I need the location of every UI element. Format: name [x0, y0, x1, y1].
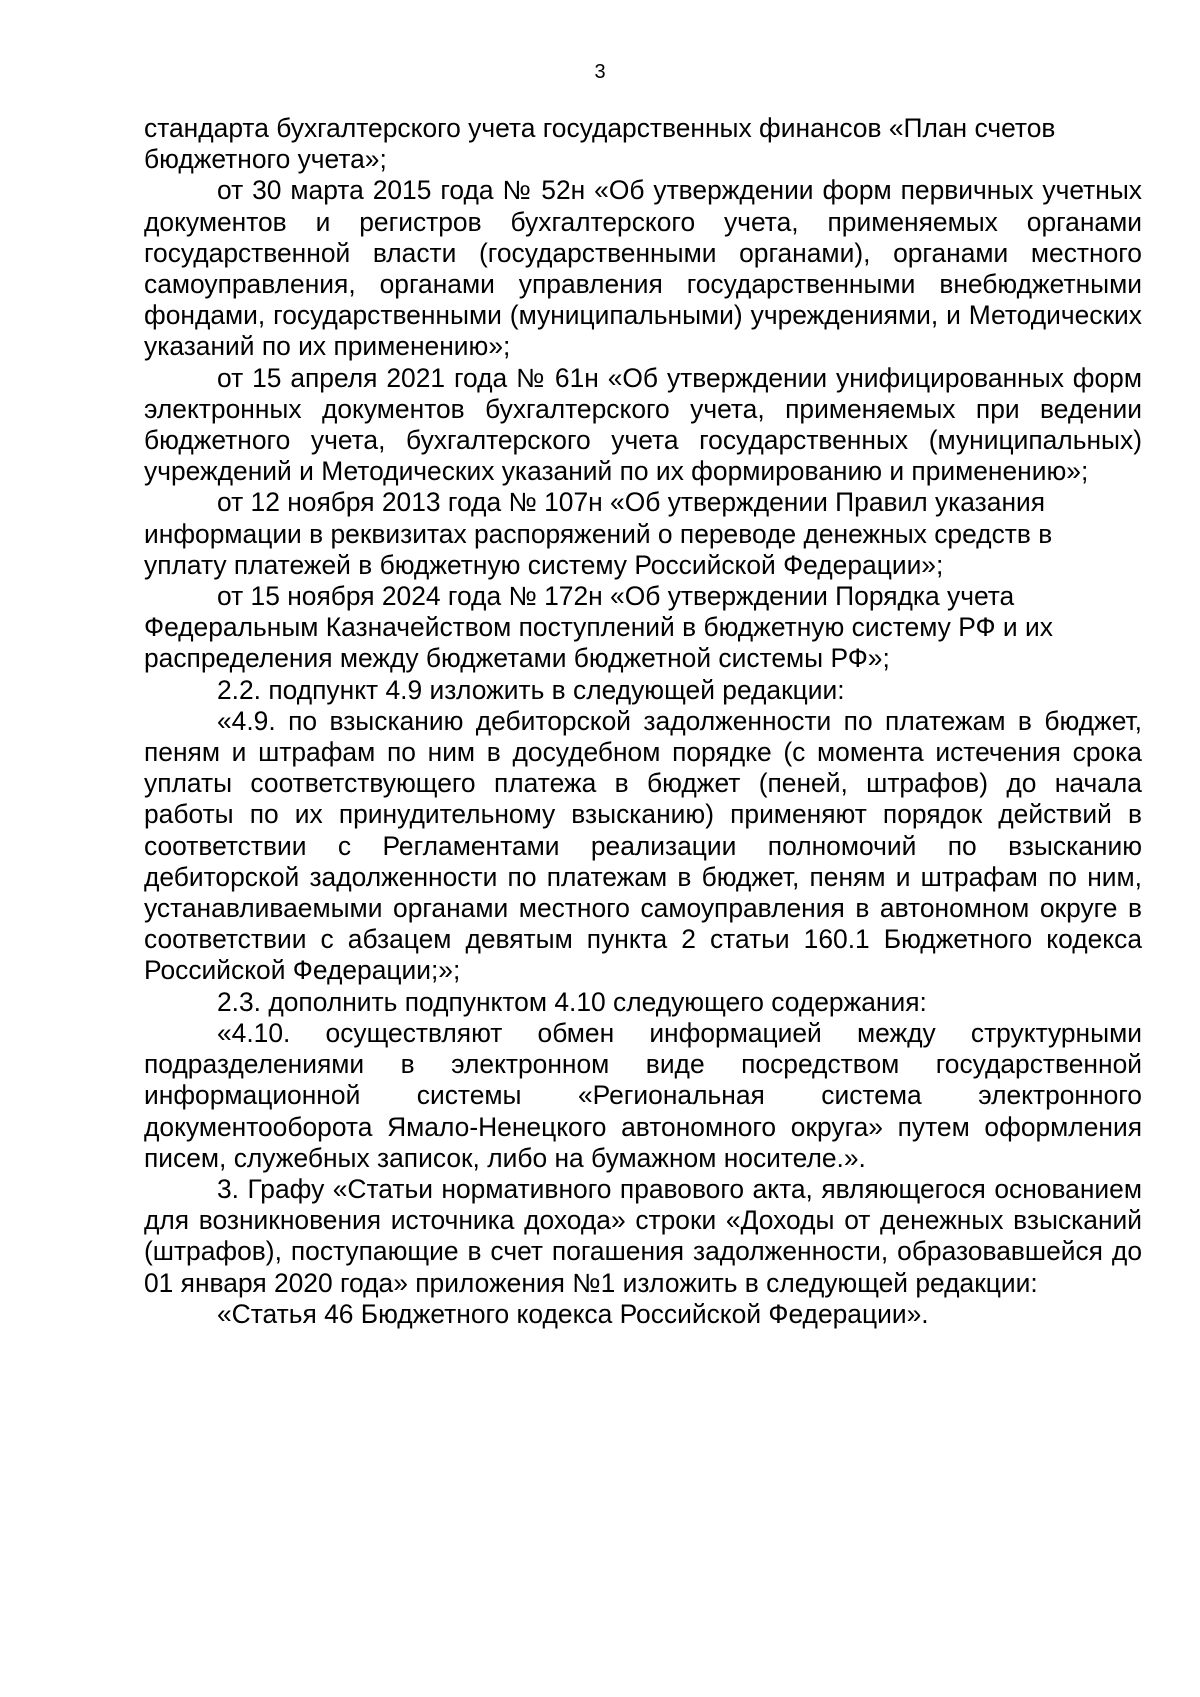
paragraph-item-2-2: 2.2. подпункт 4.9 изложить в следующей редакции: [217, 674, 845, 705]
paragraph-order-52n: от 30 марта 2015 года № 52н «Об утверждении форм первичных учетных документов и регистров бухгалтерского учета, применяемых органами государственной власти (государственными органами), органами местного самоуправления, органами управления государственными внебюджетными фондами, государственными (муниципальными) учреждениями, и Методических указаний по их применению»; [144, 175, 1142, 362]
paragraph-subitem-4-9: «4.9. по взысканию дебиторской задолженности по платежам в бюджет, пеням и штрафам по ним в досудебном порядке (с момента истечения срока уплаты соответствующего платежа в бюджет (пеней, штрафов) до начала работы по их принудительному взысканию) применяют порядок действий в соответствии с Регламентами реализации полномочий по взысканию дебиторской задолженности по платежам в бюджет, пеням и штрафам по ним, устанавливаемыми органами местного самоуправления в автономном округе в соответствии с абзацем девятым пункта 2 статьи 160.1 Бюджетного кодекса Российской Федерации;»; [144, 705, 1142, 986]
paragraph-item-3: 3. Графу «Статьи нормативного правового акта, являющегося основанием для возникновения источника дохода» строки «Доходы от денежных взысканий (штрафов), поступающие в счет погашения задолженности, образовавшейся до 01 января 2020 года» приложения №1 изложить в следующей редакции: [144, 1173, 1142, 1298]
paragraph-article-46: «Статья 46 Бюджетного кодекса Российской Федерации». [217, 1298, 929, 1329]
paragraph-subitem-4-10: «4.10. осуществляют обмен информацией между структурными подразделениями в электронном виде посредством государственной информационной системы «Региональная система электронного документооборота Ямало-Ненецкого автономного округа» путем оформления писем, служебных записок, либо на бумажном носителе.». [144, 1017, 1142, 1173]
paragraph-plan-schetov: стандарта бухгалтерского учета государственных финансов «План счетов бюджетного учета»; [144, 113, 1056, 175]
paragraph-item-2-3: 2.3. дополнить подпунктом 4.10 следующего содержания: [217, 986, 927, 1017]
paragraph-order-107n: от 12 ноября 2013 года № 107н «Об утверждении Правил указания информации в реквизитах распоряжений о переводе денежных средств в уплату платежей в бюджетную систему Российской Федерации»; [144, 487, 1053, 580]
page-number: 3 [594, 61, 606, 83]
document-body [144, 113, 1142, 1330]
paragraph-order-61n: от 15 апреля 2021 года № 61н «Об утверждении унифицированных форм электронных документов бухгалтерского учета, применяемых при ведении бюджетного учета, бухгалтерского учета государственных (муниципальных) учреждений и Методических указаний по их формированию и применению»; [144, 362, 1142, 487]
paragraph-order-172n: от 15 ноября 2024 года № 172н «Об утверждении Порядка учета Федеральным Казначейством поступлений в бюджетную систему РФ и их распределения между бюджетами бюджетной системы РФ»; [144, 581, 1053, 674]
